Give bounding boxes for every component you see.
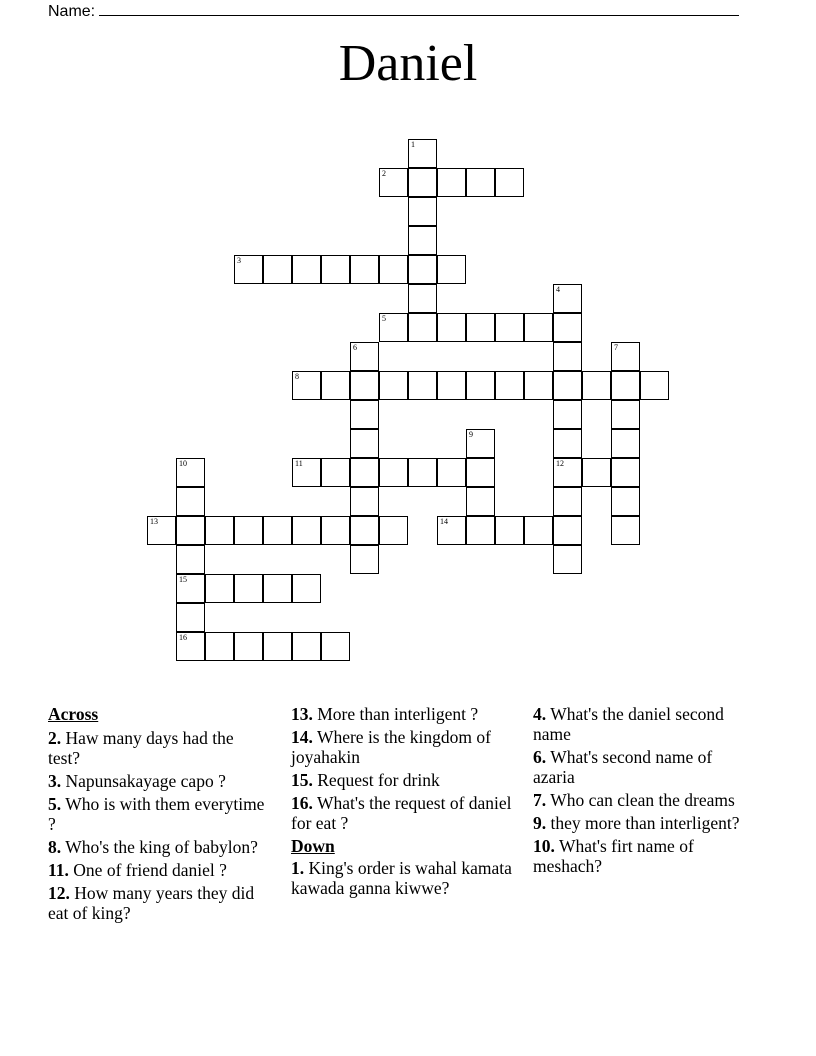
grid-cell[interactable] bbox=[321, 458, 350, 487]
grid-cell[interactable] bbox=[437, 516, 466, 545]
clue-across-15: 15. Request for drink bbox=[291, 770, 440, 790]
grid-cell[interactable] bbox=[524, 313, 553, 342]
grid-cell[interactable] bbox=[408, 255, 437, 284]
grid-cell[interactable] bbox=[350, 487, 379, 516]
grid-cell[interactable] bbox=[379, 516, 408, 545]
grid-cell[interactable] bbox=[176, 458, 205, 487]
clue-across-11: 11. One of friend daniel ? bbox=[48, 860, 227, 880]
clue-number: 7 bbox=[614, 343, 618, 352]
grid-cell[interactable] bbox=[321, 371, 350, 400]
grid-cell[interactable] bbox=[466, 487, 495, 516]
clue-number: 8 bbox=[295, 372, 299, 381]
grid-cell[interactable] bbox=[350, 545, 379, 574]
grid-cell[interactable] bbox=[437, 371, 466, 400]
clue-number: 15 bbox=[179, 575, 187, 584]
grid-cell[interactable] bbox=[408, 371, 437, 400]
grid-cell[interactable] bbox=[553, 342, 582, 371]
grid-cell[interactable] bbox=[408, 139, 437, 168]
grid-cell[interactable] bbox=[321, 632, 350, 661]
clue-across-2: 2. Haw many days had the test? bbox=[48, 728, 234, 768]
clue-down-7: 7. Who can clean the dreams bbox=[533, 790, 735, 810]
grid-cell[interactable] bbox=[553, 371, 582, 400]
grid-cell[interactable] bbox=[205, 574, 234, 603]
grid-cell[interactable] bbox=[379, 255, 408, 284]
grid-cell[interactable] bbox=[582, 458, 611, 487]
grid-cell[interactable] bbox=[408, 458, 437, 487]
clue-down-9: 9. they more than interligent? bbox=[533, 813, 740, 833]
clue-down-6: 6. What's second name of azaria bbox=[533, 747, 713, 787]
clue-across-14: 14. Where is the kingdom of joyahakin bbox=[291, 727, 491, 767]
clue-number: 4 bbox=[556, 285, 560, 294]
grid-cell[interactable] bbox=[553, 516, 582, 545]
grid-cell[interactable] bbox=[379, 371, 408, 400]
clue-number: 5 bbox=[382, 314, 386, 323]
grid-cell[interactable] bbox=[292, 516, 321, 545]
grid-cell[interactable] bbox=[205, 516, 234, 545]
grid-cell[interactable] bbox=[234, 516, 263, 545]
clue-number: 9 bbox=[469, 430, 473, 439]
clue-number: 3 bbox=[237, 256, 241, 265]
clue-across-3: 3. Napunsakayage capo ? bbox=[48, 771, 226, 791]
across-heading: Across bbox=[48, 704, 99, 724]
clue-across-13: 13. More than interligent ? bbox=[291, 704, 479, 724]
grid-cell[interactable] bbox=[350, 458, 379, 487]
grid-cell[interactable] bbox=[495, 516, 524, 545]
grid-cell[interactable] bbox=[176, 487, 205, 516]
grid-cell[interactable] bbox=[466, 313, 495, 342]
grid-cell[interactable] bbox=[437, 458, 466, 487]
grid-cell[interactable] bbox=[350, 429, 379, 458]
grid-cell[interactable] bbox=[495, 168, 524, 197]
grid-cell[interactable] bbox=[553, 545, 582, 574]
grid-cell[interactable] bbox=[176, 516, 205, 545]
clue-across-12: 12. How many years they did eat of king? bbox=[48, 883, 255, 923]
clue-across-8: 8. Who's the king of babylon? bbox=[48, 837, 258, 857]
grid-cell[interactable] bbox=[553, 487, 582, 516]
grid-cell[interactable] bbox=[292, 632, 321, 661]
grid-cell[interactable] bbox=[379, 313, 408, 342]
grid-cell[interactable] bbox=[582, 371, 611, 400]
grid-cell[interactable] bbox=[350, 342, 379, 371]
grid-cell[interactable] bbox=[611, 487, 640, 516]
down-heading: Down bbox=[291, 836, 335, 856]
grid-cell[interactable] bbox=[437, 168, 466, 197]
clue-across-5: 5. Who is with them everytime ? bbox=[48, 794, 265, 834]
grid-cell[interactable] bbox=[408, 313, 437, 342]
clue-number: 6 bbox=[353, 343, 357, 352]
clue-number: 2 bbox=[382, 169, 386, 178]
clue-number: 14 bbox=[440, 517, 448, 526]
clue-number: 1 bbox=[411, 140, 415, 149]
clue-column-1 bbox=[48, 704, 270, 926]
clue-down-1: 1. King's order is wahal kamata kawada ganna kiwwe? bbox=[291, 858, 512, 898]
grid-cell[interactable] bbox=[263, 255, 292, 284]
clue-column-3 bbox=[533, 704, 755, 879]
clue-column-2 bbox=[291, 704, 513, 901]
grid-cell[interactable] bbox=[234, 255, 263, 284]
grid-cell[interactable] bbox=[350, 400, 379, 429]
grid-cell[interactable] bbox=[350, 255, 379, 284]
grid-cell[interactable] bbox=[292, 458, 321, 487]
grid-cell[interactable] bbox=[640, 371, 669, 400]
grid-cell[interactable] bbox=[611, 458, 640, 487]
grid-cell[interactable] bbox=[176, 632, 205, 661]
grid-cell[interactable] bbox=[437, 255, 466, 284]
grid-cell[interactable] bbox=[234, 574, 263, 603]
grid-cell[interactable] bbox=[553, 429, 582, 458]
grid-cell[interactable] bbox=[321, 516, 350, 545]
grid-cell[interactable] bbox=[263, 574, 292, 603]
grid-cell[interactable] bbox=[292, 371, 321, 400]
grid-cell[interactable] bbox=[408, 197, 437, 226]
grid-cell[interactable] bbox=[437, 313, 466, 342]
grid-cell[interactable] bbox=[379, 168, 408, 197]
grid-cell[interactable] bbox=[611, 429, 640, 458]
grid-cell[interactable] bbox=[176, 603, 205, 632]
grid-cell[interactable] bbox=[408, 284, 437, 313]
page-title: Daniel bbox=[338, 35, 478, 92]
grid-cell[interactable] bbox=[292, 255, 321, 284]
grid-cell[interactable] bbox=[466, 429, 495, 458]
grid-cell[interactable] bbox=[553, 400, 582, 429]
grid-cell[interactable] bbox=[553, 284, 582, 313]
grid-cell[interactable] bbox=[350, 516, 379, 545]
clue-number: 16 bbox=[179, 633, 187, 642]
grid-cell[interactable] bbox=[466, 371, 495, 400]
grid-cell[interactable] bbox=[408, 168, 437, 197]
grid-cell[interactable] bbox=[350, 371, 379, 400]
grid-cell[interactable] bbox=[466, 168, 495, 197]
grid-cell[interactable] bbox=[292, 574, 321, 603]
grid-cell[interactable] bbox=[524, 371, 553, 400]
grid-cell[interactable] bbox=[553, 458, 582, 487]
clue-number: 11 bbox=[295, 459, 303, 468]
grid-cell[interactable] bbox=[524, 516, 553, 545]
grid-cell[interactable] bbox=[379, 458, 408, 487]
grid-cell[interactable] bbox=[147, 516, 176, 545]
grid-cell[interactable] bbox=[466, 458, 495, 487]
grid-cell[interactable] bbox=[263, 516, 292, 545]
clue-number: 12 bbox=[556, 459, 564, 468]
grid-cell[interactable] bbox=[408, 226, 437, 255]
grid-cell[interactable] bbox=[263, 632, 292, 661]
grid-cell[interactable] bbox=[611, 371, 640, 400]
grid-cell[interactable] bbox=[321, 255, 350, 284]
grid-cell[interactable] bbox=[176, 545, 205, 574]
clue-down-10: 10. What's firt name of meshach? bbox=[533, 836, 694, 876]
grid-cell[interactable] bbox=[611, 516, 640, 545]
grid-cell[interactable] bbox=[234, 632, 263, 661]
name-label: Name: bbox=[48, 3, 96, 20]
grid-cell[interactable] bbox=[176, 574, 205, 603]
grid-cell[interactable] bbox=[495, 371, 524, 400]
clue-number: 10 bbox=[179, 459, 187, 468]
clue-across-16: 16. What's the request of daniel for eat ? bbox=[291, 793, 512, 833]
grid-cell[interactable] bbox=[611, 342, 640, 371]
grid-cell[interactable] bbox=[611, 400, 640, 429]
grid-cell[interactable] bbox=[553, 313, 582, 342]
clue-down-4: 4. What's the daniel second name bbox=[533, 704, 724, 744]
grid-cell[interactable] bbox=[205, 632, 234, 661]
grid-cell[interactable] bbox=[495, 313, 524, 342]
grid-cell[interactable] bbox=[466, 516, 495, 545]
clue-number: 13 bbox=[150, 517, 158, 526]
